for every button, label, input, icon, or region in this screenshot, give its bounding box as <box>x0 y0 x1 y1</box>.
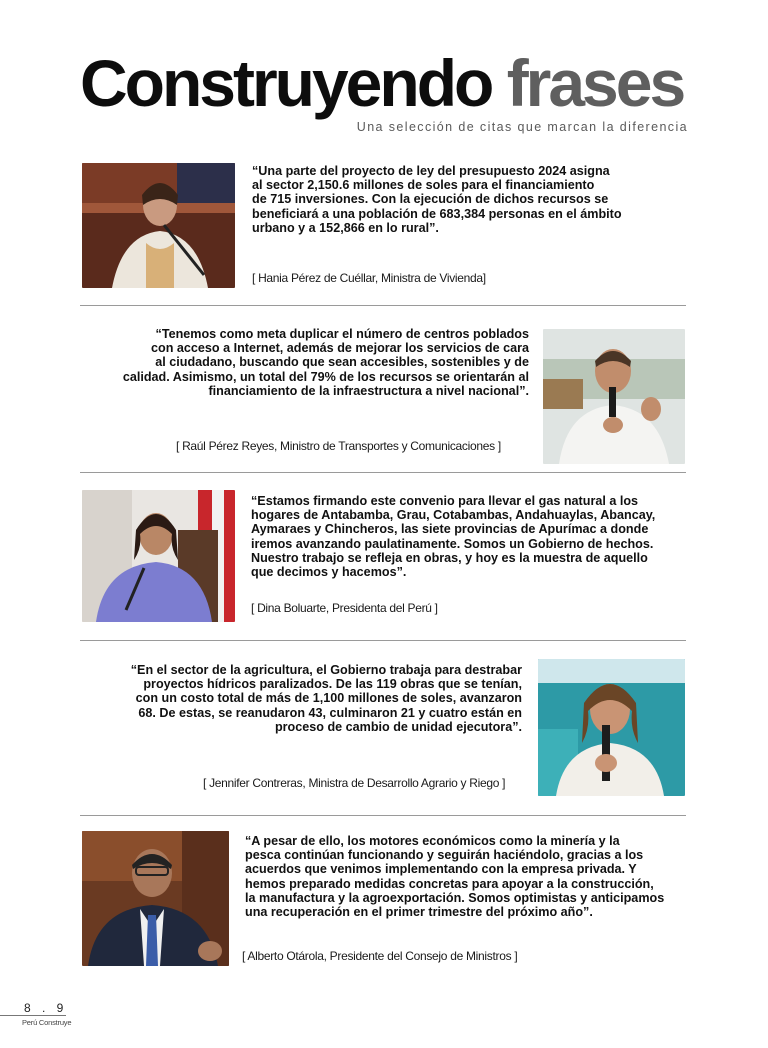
quote-line: calidad. Asimismo, un total del 79% de los recursos se orientarán al <box>122 369 529 384</box>
quote-line: financiamiento de la infraestructura a nivel nacional”. <box>208 383 529 398</box>
photo-hania-perez <box>82 163 235 288</box>
photo-raul-perez-reyes <box>543 329 685 464</box>
quote-line: Aymaraes y Chincheros, las siete provincias de Apurímac a donde <box>251 522 649 537</box>
quote-line: “Estamos firmando este convenio para llevar el gas natural a los <box>251 494 639 508</box>
quote-line: iremos avanzando paulatinamente. Somos un Gobierno de hechos. <box>251 536 654 551</box>
quote-line: al ciudadano, buscando que sean accesibles, sostenibles y de <box>155 355 529 370</box>
quote-line: “Tenemos como meta duplicar el número de centros poblados <box>155 327 529 341</box>
page-numbers: 8 . 9 <box>24 1001 68 1015</box>
quote-1-attribution: [ Hania Pérez de Cuéllar, Ministra de Vivienda] <box>252 271 486 285</box>
quote-line: hemos preparado medidas concretas para apoyar a la construcción, <box>245 876 654 891</box>
photo-alberto-otarola <box>82 831 229 966</box>
quote-5-attribution: [ Alberto Otárola, Presidente del Consejo de Ministros ] <box>242 949 518 963</box>
quote-line: “En el sector de la agricultura, el Gobierno trabaja para destrabar <box>130 663 522 677</box>
magazine-name: Perú Construye <box>22 1018 72 1027</box>
title-word-construyendo: Construyendo <box>80 46 492 120</box>
divider <box>80 305 686 306</box>
quote-line: proceso de cambio de unidad ejecutora”. <box>274 719 522 734</box>
quote-line: al sector 2,150.6 millones de soles para el financiamiento <box>252 178 595 193</box>
footer-rule <box>0 1015 66 1016</box>
quote-4-text <box>84 663 522 734</box>
quote-line: que decimos y hacemos”. <box>251 565 407 580</box>
quote-1-text <box>252 164 682 235</box>
quote-2-attribution: [ Raúl Pérez Reyes, Ministro de Transportes y Comunicaciones ] <box>176 439 501 453</box>
divider <box>80 815 686 816</box>
quote-4-attribution: [ Jennifer Contreras, Ministra de Desarrollo Agrario y Riego ] <box>203 776 506 790</box>
quote-line: beneficiará a una población de 683,384 personas en el ámbito <box>252 206 622 221</box>
divider <box>80 472 686 473</box>
quote-line: urbano y a 152,866 en lo rural”. <box>252 220 439 235</box>
quote-3-text <box>251 494 683 579</box>
quote-line: “A pesar de ello, los motores económicos como la minería y la <box>245 834 620 848</box>
quote-line: “Una parte del proyecto de ley del presupuesto 2024 asigna <box>252 164 610 178</box>
quote-3-attribution: [ Dina Boluarte, Presidenta del Perú ] <box>251 601 438 615</box>
quote-line: Nuestro trabajo se refleja en obras, y hoy es la muestra de aquello <box>251 550 648 565</box>
quote-line: hogares de Antabamba, Grau, Cotabambas, Andahuaylas, Abancay, <box>251 508 656 523</box>
quote-line: la manufactura y la agroexportación. Somos optimistas y anticipamos <box>245 890 665 905</box>
quote-line: una recuperación en el primer trimestre del próximo año”. <box>245 905 593 920</box>
quote-line: con acceso a Internet, además de mejorar los servicios de cara <box>151 341 529 356</box>
quote-line: con un costo total de más de 1,100 millones de soles, avanzaron <box>135 691 522 706</box>
quote-line: acuerdos que venimos implementando con la empresa privada. Y <box>245 862 637 877</box>
quote-2-text <box>84 327 529 398</box>
photo-jennifer-contreras <box>538 659 685 796</box>
divider <box>80 640 686 641</box>
photo-dina-boluarte <box>82 490 235 622</box>
page-title <box>80 46 684 120</box>
title-word-frases: frases <box>506 46 684 120</box>
quote-line: proyectos hídricos paralizados. De las 119 obras que se tenían, <box>143 677 522 692</box>
quote-line: 68. De estas, se reanudaron 43, culminaron 21 y cuatro están en <box>138 705 522 720</box>
quote-5-text <box>245 834 683 919</box>
quote-line: de 715 inversiones. Con la ejecución de dichos recursos se <box>252 192 609 207</box>
quote-line: pesca continúan funcionando y seguirán haciéndolo, gracias a los <box>245 848 644 863</box>
page-subtitle: Una selección de citas que marcan la diferencia <box>356 120 688 134</box>
